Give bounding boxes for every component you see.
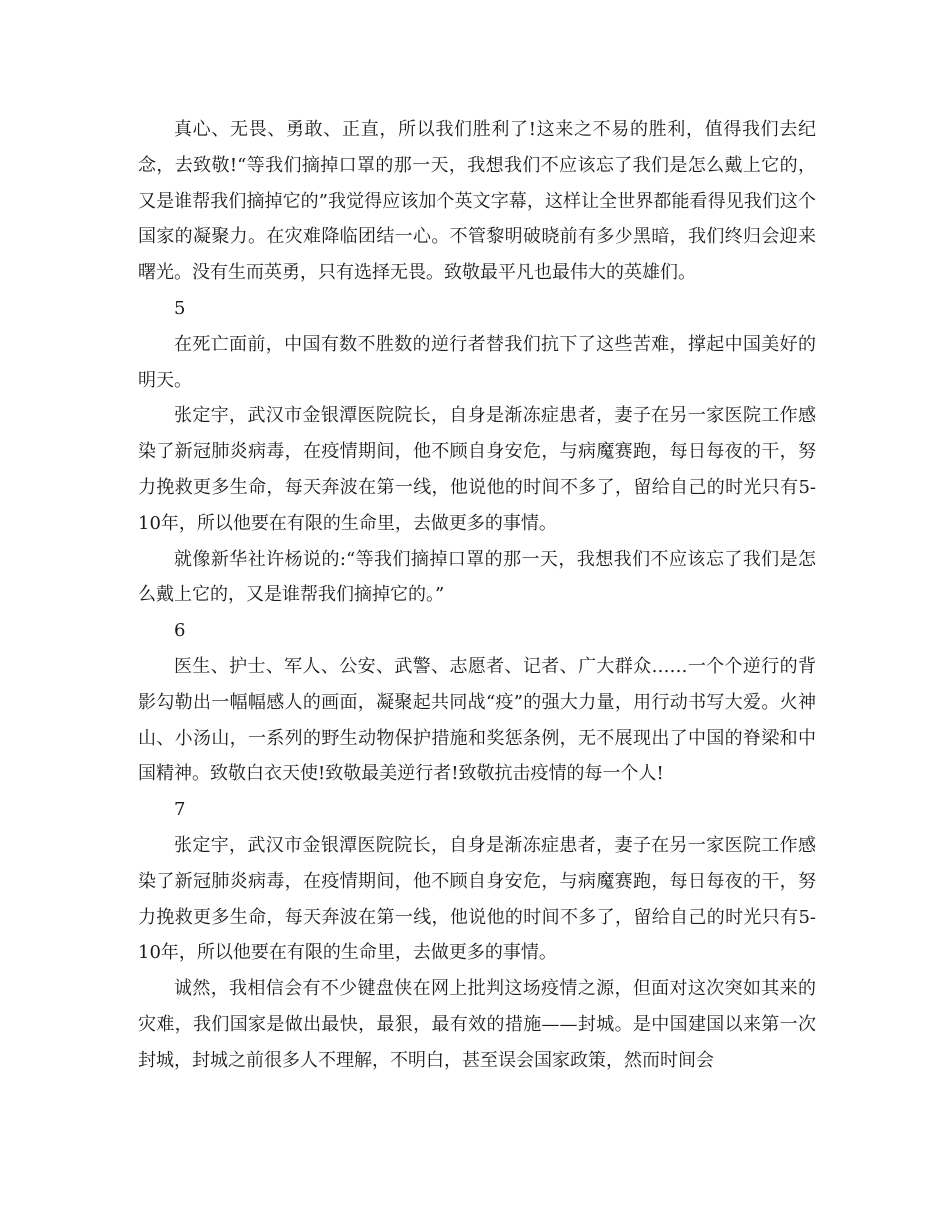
paragraph-tribute: 真心、无畏、勇敢、正直，所以我们胜利了!这来之不易的胜利，值得我们去纪念，去致敬!“等我们摘掉口罩的那一天，我想我们不应该忘了我们是怎么戴上它的，又是谁帮我们摘掉它的”我觉得应该加个英文字幕，这样让全世界都能看得见我们这个国家的凝聚力。在灾难降临团结一心。不管黎明破晓前有多少黑暗，我们终归会迎来曙光。没有生而英勇，只有选择无畏。致敬最平凡也最伟大的英雄们。 xyxy=(138,119,816,284)
paragraph-xinhua-quote: 就像新华社许杨说的:“等我们摘掉口罩的那一天，我想我们不应该忘了我们是怎么戴上它的，又是谁帮我们摘掉它的。” xyxy=(138,548,816,606)
paragraph-frontline-workers: 医生、护士、军人、公安、武警、志愿者、记者、广大群众……一个个逆行的背影勾勒出一幅幅感人的画面，凝聚起共同战“疫”的强大力量，用行动书写大爱。火神山、小汤山，一系列的野生动物保护措施和奖惩条例，无不展现出了中国的脊梁和中国精神。致敬白衣天使!致敬最美逆行者!致敬抗击疫情的每一个人! xyxy=(138,655,816,785)
document-body xyxy=(138,112,816,1079)
paragraph-zhang-dingyu-repeat: 张定宇，武汉市金银潭医院院长，自身是渐冻症患者，妻子在另一家医院工作感染了新冠肺炎病毒，在疫情期间，他不顾自身安危，与病魔赛跑，每日每夜的干，努力挽救更多生命，每天奔波在第一线，他说他的时间不多了，留给自己的时光只有5-10年，所以他要在有限的生命里，去做更多的事情。 xyxy=(138,834,816,964)
paragraph-retrograde: 在死亡面前，中国有数不胜数的逆行者替我们抗下了这些苦难，撑起中国美好的明天。 xyxy=(138,333,816,391)
paragraph-lockdown: 诚然，我相信会有不少键盘侠在网上批判这场疫情之源，但面对这次突如其来的灾难，我们国家是做出最快，最狠，最有效的措施——封城。是中国建国以来第一次封城，封城之前很多人不理解，不明白，甚至误会国家政策，然而时间会 xyxy=(138,978,816,1071)
section-number-5: 5 xyxy=(174,297,186,319)
paragraph-zhang-dingyu: 张定宇，武汉市金银潭医院院长，自身是渐冻症患者，妻子在另一家医院工作感染了新冠肺炎病毒，在疫情期间，他不顾自身安危，与病魔赛跑，每日每夜的干，努力挽救更多生命，每天奔波在第一线，他说他的时间不多了，留给自己的时光只有5-10年，所以他要在有限的生命里，去做更多的事情。 xyxy=(138,405,816,534)
section-number-6: 6 xyxy=(174,620,186,642)
section-number-7: 7 xyxy=(174,799,186,821)
